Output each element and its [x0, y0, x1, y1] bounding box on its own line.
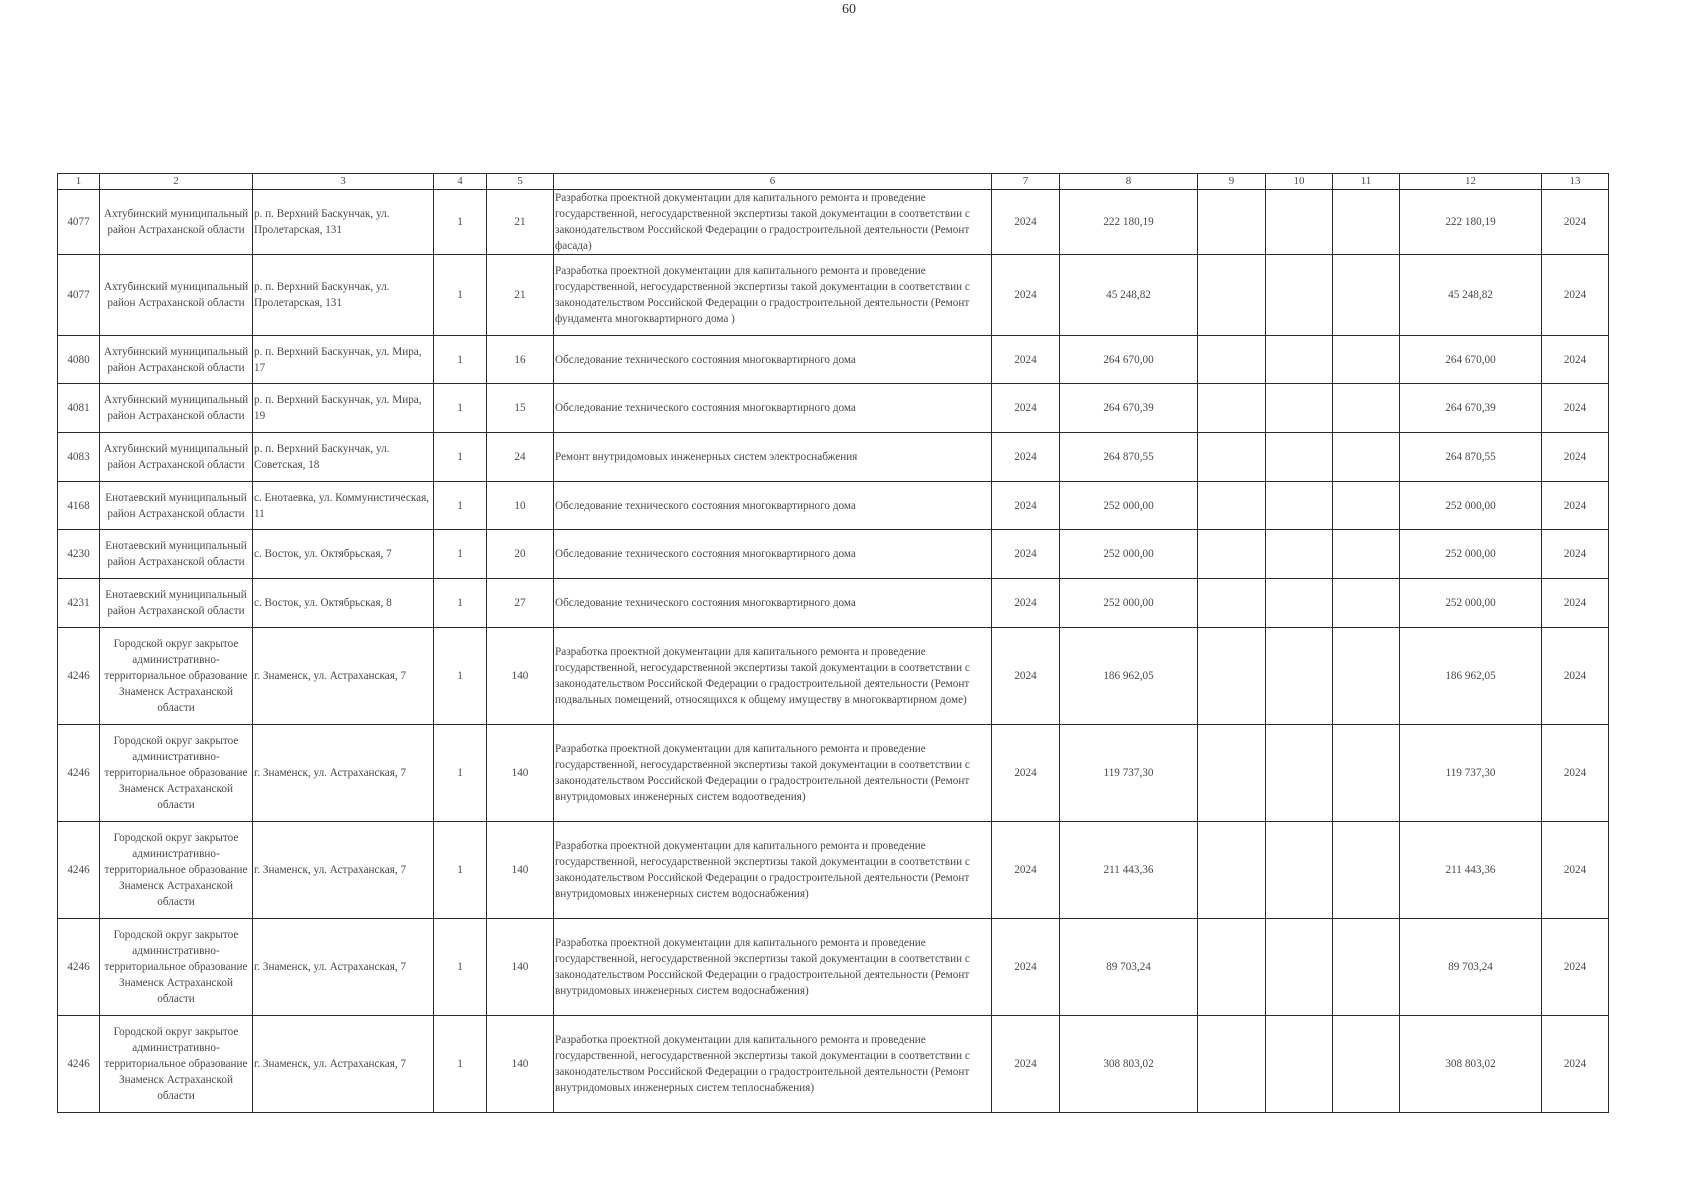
table-row — [58, 725, 1609, 822]
cell-address: р. п. Верхний Баскунчак, ул. Мира, 19 — [253, 384, 434, 433]
cell-value-11 — [1333, 255, 1400, 336]
cell-year: 2024 — [992, 579, 1060, 628]
cell-work-type: Разработка проектной документации для капитального ремонта и проведение государственной, негосударственной экспертизы такой документации в соответствии с законодательством Российской Федерации о градостроительной деятельности (Ремонт внутридомовых инженерных систем водоснабжения) — [554, 822, 992, 919]
cell-value-9 — [1198, 822, 1266, 919]
cell-value-5: 21 — [487, 255, 554, 336]
cell-total-amount: 252 000,00 — [1400, 579, 1542, 628]
cell-municipality: Ахтубинский муниципальный район Астраханской области — [100, 384, 253, 433]
cell-total-amount: 186 962,05 — [1400, 628, 1542, 725]
cell-value-11 — [1333, 530, 1400, 579]
cell-row-number: 4230 — [58, 530, 100, 579]
cell-total-amount: 264 870,55 — [1400, 433, 1542, 482]
cell-value-11 — [1333, 384, 1400, 433]
cell-value-10 — [1266, 336, 1333, 384]
cell-municipality: Городской округ закрытое административно-территориальное образование Знаменск Астраханской области — [100, 628, 253, 725]
cell-value-9 — [1198, 628, 1266, 725]
cell-total-amount: 222 180,19 — [1400, 190, 1542, 255]
cell-work-type: Разработка проектной документации для капитального ремонта и проведение государственной, негосударственной экспертизы такой документации в соответствии с законодательством Российской Федерации о градостроительной деятельности (Ремонт фасада) — [554, 190, 992, 255]
cell-completion-year: 2024 — [1542, 255, 1609, 336]
table-row — [58, 384, 1609, 433]
column-header-7: 7 — [992, 174, 1060, 190]
cell-value-9 — [1198, 530, 1266, 579]
cell-completion-year: 2024 — [1542, 384, 1609, 433]
cell-work-type: Обследование технического состояния многоквартирного дома — [554, 384, 992, 433]
cell-row-number: 4077 — [58, 190, 100, 255]
cell-value-5: 21 — [487, 190, 554, 255]
table-row — [58, 919, 1609, 1016]
cell-address: р. п. Верхний Баскунчак, ул. Советская, 18 — [253, 433, 434, 482]
cell-count: 1 — [434, 482, 487, 530]
cell-value-9 — [1198, 190, 1266, 255]
cell-count: 1 — [434, 255, 487, 336]
cell-value-11 — [1333, 822, 1400, 919]
cell-count: 1 — [434, 919, 487, 1016]
cell-address: р. п. Верхний Баскунчак, ул. Пролетарская, 131 — [253, 190, 434, 255]
cell-amount: 89 703,24 — [1060, 919, 1198, 1016]
table-row — [58, 336, 1609, 384]
header-row — [58, 174, 1609, 190]
table-row — [58, 1016, 1609, 1113]
cell-address: с. Восток, ул. Октябрьская, 7 — [253, 530, 434, 579]
cell-work-type: Разработка проектной документации для капитального ремонта и проведение государственной, негосударственной экспертизы такой документации в соответствии с законодательством Российской Федерации о градостроительной деятельности (Ремонт внутридомовых инженерных систем водоснабжения) — [554, 919, 992, 1016]
cell-row-number: 4083 — [58, 433, 100, 482]
cell-count: 1 — [434, 1016, 487, 1113]
table-row — [58, 433, 1609, 482]
cell-work-type: Обследование технического состояния многоквартирного дома — [554, 482, 992, 530]
cell-value-9 — [1198, 1016, 1266, 1113]
column-header-10: 10 — [1266, 174, 1333, 190]
cell-value-10 — [1266, 628, 1333, 725]
cell-value-11 — [1333, 1016, 1400, 1113]
cell-value-5: 10 — [487, 482, 554, 530]
cell-value-10 — [1266, 482, 1333, 530]
cell-municipality: Ахтубинский муниципальный район Астраханской области — [100, 190, 253, 255]
cell-total-amount: 252 000,00 — [1400, 482, 1542, 530]
column-header-6: 6 — [554, 174, 992, 190]
cell-value-5: 24 — [487, 433, 554, 482]
cell-amount: 119 737,30 — [1060, 725, 1198, 822]
cell-completion-year: 2024 — [1542, 822, 1609, 919]
cell-value-10 — [1266, 919, 1333, 1016]
cell-year: 2024 — [992, 822, 1060, 919]
cell-value-9 — [1198, 919, 1266, 1016]
cell-count: 1 — [434, 822, 487, 919]
cell-municipality: Енотаевский муниципальный район Астраханской области — [100, 579, 253, 628]
cell-work-type: Обследование технического состояния многоквартирного дома — [554, 336, 992, 384]
cell-year: 2024 — [992, 919, 1060, 1016]
cell-value-11 — [1333, 725, 1400, 822]
table-row — [58, 190, 1609, 255]
cell-amount: 252 000,00 — [1060, 530, 1198, 579]
table-body — [58, 190, 1609, 1113]
cell-amount: 186 962,05 — [1060, 628, 1198, 725]
cell-completion-year: 2024 — [1542, 628, 1609, 725]
cell-value-10 — [1266, 725, 1333, 822]
cell-count: 1 — [434, 530, 487, 579]
cell-completion-year: 2024 — [1542, 1016, 1609, 1113]
cell-year: 2024 — [992, 433, 1060, 482]
cell-address: г. Знаменск, ул. Астраханская, 7 — [253, 628, 434, 725]
cell-count: 1 — [434, 725, 487, 822]
cell-row-number: 4246 — [58, 628, 100, 725]
cell-amount: 222 180,19 — [1060, 190, 1198, 255]
cell-municipality: Городской округ закрытое административно-территориальное образование Знаменск Астраханской области — [100, 822, 253, 919]
table-row — [58, 822, 1609, 919]
cell-total-amount: 211 443,36 — [1400, 822, 1542, 919]
page-number: 60 — [842, 2, 856, 17]
cell-work-type: Разработка проектной документации для капитального ремонта и проведение государственной, негосударственной экспертизы такой документации в соответствии с законодательством Российской Федерации о градостроительной деятельности (Ремонт подвальных помещений, относящихся к общему имуществу в многоквартирном доме) — [554, 628, 992, 725]
cell-value-9 — [1198, 482, 1266, 530]
cell-completion-year: 2024 — [1542, 725, 1609, 822]
table-row — [58, 530, 1609, 579]
cell-year: 2024 — [992, 1016, 1060, 1113]
cell-completion-year: 2024 — [1542, 579, 1609, 628]
cell-work-type: Ремонт внутридомовых инженерных систем электроснабжения — [554, 433, 992, 482]
cell-value-11 — [1333, 336, 1400, 384]
cell-amount: 211 443,36 — [1060, 822, 1198, 919]
cell-year: 2024 — [992, 336, 1060, 384]
cell-value-11 — [1333, 628, 1400, 725]
cell-total-amount: 264 670,39 — [1400, 384, 1542, 433]
cell-address: р. п. Верхний Баскунчак, ул. Пролетарская, 131 — [253, 255, 434, 336]
cell-amount: 308 803,02 — [1060, 1016, 1198, 1113]
cell-value-9 — [1198, 579, 1266, 628]
cell-count: 1 — [434, 384, 487, 433]
cell-row-number: 4246 — [58, 1016, 100, 1113]
cell-work-type: Разработка проектной документации для капитального ремонта и проведение государственной, негосударственной экспертизы такой документации в соответствии с законодательством Российской Федерации о градостроительной деятельности (Ремонт внутридомовых инженерных систем теплоснабжения) — [554, 1016, 992, 1113]
cell-count: 1 — [434, 433, 487, 482]
cell-address: г. Знаменск, ул. Астраханская, 7 — [253, 822, 434, 919]
cell-value-9 — [1198, 255, 1266, 336]
cell-year: 2024 — [992, 482, 1060, 530]
cell-total-amount: 308 803,02 — [1400, 1016, 1542, 1113]
cell-value-10 — [1266, 530, 1333, 579]
cell-value-5: 20 — [487, 530, 554, 579]
cell-value-10 — [1266, 190, 1333, 255]
cell-row-number: 4246 — [58, 822, 100, 919]
table-row — [58, 579, 1609, 628]
cell-municipality: Городской округ закрытое административно-территориальное образование Знаменск Астраханской области — [100, 919, 253, 1016]
cell-municipality: Ахтубинский муниципальный район Астраханской области — [100, 336, 253, 384]
cell-address: с. Восток, ул. Октябрьская, 8 — [253, 579, 434, 628]
cell-row-number: 4246 — [58, 725, 100, 822]
cell-value-5: 27 — [487, 579, 554, 628]
cell-row-number: 4081 — [58, 384, 100, 433]
cell-municipality: Городской округ закрытое административно-территориальное образование Знаменск Астраханской области — [100, 1016, 253, 1113]
cell-value-5: 140 — [487, 628, 554, 725]
cell-value-9 — [1198, 336, 1266, 384]
column-header-9: 9 — [1198, 174, 1266, 190]
cell-total-amount: 119 737,30 — [1400, 725, 1542, 822]
cell-value-10 — [1266, 433, 1333, 482]
cell-year: 2024 — [992, 255, 1060, 336]
cell-year: 2024 — [992, 725, 1060, 822]
cell-value-11 — [1333, 433, 1400, 482]
cell-address: с. Енотаевка, ул. Коммунистическая, 11 — [253, 482, 434, 530]
cell-count: 1 — [434, 628, 487, 725]
cell-total-amount: 45 248,82 — [1400, 255, 1542, 336]
capital-repair-table — [57, 173, 1609, 1113]
column-header-12: 12 — [1400, 174, 1542, 190]
cell-amount: 264 670,00 — [1060, 336, 1198, 384]
cell-amount: 264 670,39 — [1060, 384, 1198, 433]
cell-year: 2024 — [992, 628, 1060, 725]
cell-completion-year: 2024 — [1542, 919, 1609, 1016]
column-header-1: 1 — [58, 174, 100, 190]
cell-work-type: Обследование технического состояния многоквартирного дома — [554, 579, 992, 628]
column-header-2: 2 — [100, 174, 253, 190]
column-header-4: 4 — [434, 174, 487, 190]
cell-row-number: 4077 — [58, 255, 100, 336]
column-header-13: 13 — [1542, 174, 1609, 190]
cell-value-10 — [1266, 1016, 1333, 1113]
cell-count: 1 — [434, 579, 487, 628]
cell-value-5: 140 — [487, 1016, 554, 1113]
cell-work-type: Разработка проектной документации для капитального ремонта и проведение государственной, негосударственной экспертизы такой документации в соответствии с законодательством Российской Федерации о градостроительной деятельности (Ремонт фундамента многоквартирного дома ) — [554, 255, 992, 336]
cell-value-11 — [1333, 579, 1400, 628]
cell-row-number: 4168 — [58, 482, 100, 530]
table-row — [58, 628, 1609, 725]
cell-municipality: Енотаевский муниципальный район Астраханской области — [100, 482, 253, 530]
cell-amount: 252 000,00 — [1060, 482, 1198, 530]
cell-year: 2024 — [992, 384, 1060, 433]
cell-year: 2024 — [992, 190, 1060, 255]
cell-address: р. п. Верхний Баскунчак, ул. Мира, 17 — [253, 336, 434, 384]
cell-completion-year: 2024 — [1542, 482, 1609, 530]
cell-amount: 45 248,82 — [1060, 255, 1198, 336]
column-header-3: 3 — [253, 174, 434, 190]
cell-value-5: 140 — [487, 725, 554, 822]
table-row — [58, 482, 1609, 530]
cell-value-10 — [1266, 822, 1333, 919]
cell-total-amount: 89 703,24 — [1400, 919, 1542, 1016]
cell-value-11 — [1333, 482, 1400, 530]
cell-municipality: Ахтубинский муниципальный район Астраханской области — [100, 255, 253, 336]
cell-value-5: 140 — [487, 822, 554, 919]
cell-total-amount: 252 000,00 — [1400, 530, 1542, 579]
cell-municipality: Енотаевский муниципальный район Астраханской области — [100, 530, 253, 579]
column-header-5: 5 — [487, 174, 554, 190]
cell-work-type: Разработка проектной документации для капитального ремонта и проведение государственной, негосударственной экспертизы такой документации в соответствии с законодательством Российской Федерации о градостроительной деятельности (Ремонт внутридомовых инженерных систем водоотведения) — [554, 725, 992, 822]
cell-address: г. Знаменск, ул. Астраханская, 7 — [253, 725, 434, 822]
cell-address: г. Знаменск, ул. Астраханская, 7 — [253, 1016, 434, 1113]
column-header-11: 11 — [1333, 174, 1400, 190]
cell-count: 1 — [434, 190, 487, 255]
cell-row-number: 4231 — [58, 579, 100, 628]
cell-value-9 — [1198, 725, 1266, 822]
column-header-8: 8 — [1060, 174, 1198, 190]
table-header — [58, 174, 1609, 190]
cell-row-number: 4246 — [58, 919, 100, 1016]
cell-address: г. Знаменск, ул. Астраханская, 7 — [253, 919, 434, 1016]
cell-completion-year: 2024 — [1542, 336, 1609, 384]
cell-value-9 — [1198, 433, 1266, 482]
cell-work-type: Обследование технического состояния многоквартирного дома — [554, 530, 992, 579]
cell-value-10 — [1266, 255, 1333, 336]
table-row — [58, 255, 1609, 336]
cell-amount: 252 000,00 — [1060, 579, 1198, 628]
cell-municipality: Городской округ закрытое административно-территориальное образование Знаменск Астраханской области — [100, 725, 253, 822]
cell-value-10 — [1266, 579, 1333, 628]
cell-municipality: Ахтубинский муниципальный район Астраханской области — [100, 433, 253, 482]
cell-total-amount: 264 670,00 — [1400, 336, 1542, 384]
cell-completion-year: 2024 — [1542, 530, 1609, 579]
cell-value-5: 16 — [487, 336, 554, 384]
capital-repair-table-container — [57, 173, 1609, 1113]
cell-value-11 — [1333, 190, 1400, 255]
cell-row-number: 4080 — [58, 336, 100, 384]
cell-value-11 — [1333, 919, 1400, 1016]
cell-value-5: 140 — [487, 919, 554, 1016]
cell-completion-year: 2024 — [1542, 433, 1609, 482]
cell-completion-year: 2024 — [1542, 190, 1609, 255]
cell-value-5: 15 — [487, 384, 554, 433]
cell-value-10 — [1266, 384, 1333, 433]
cell-value-9 — [1198, 384, 1266, 433]
cell-amount: 264 870,55 — [1060, 433, 1198, 482]
cell-year: 2024 — [992, 530, 1060, 579]
cell-count: 1 — [434, 336, 487, 384]
